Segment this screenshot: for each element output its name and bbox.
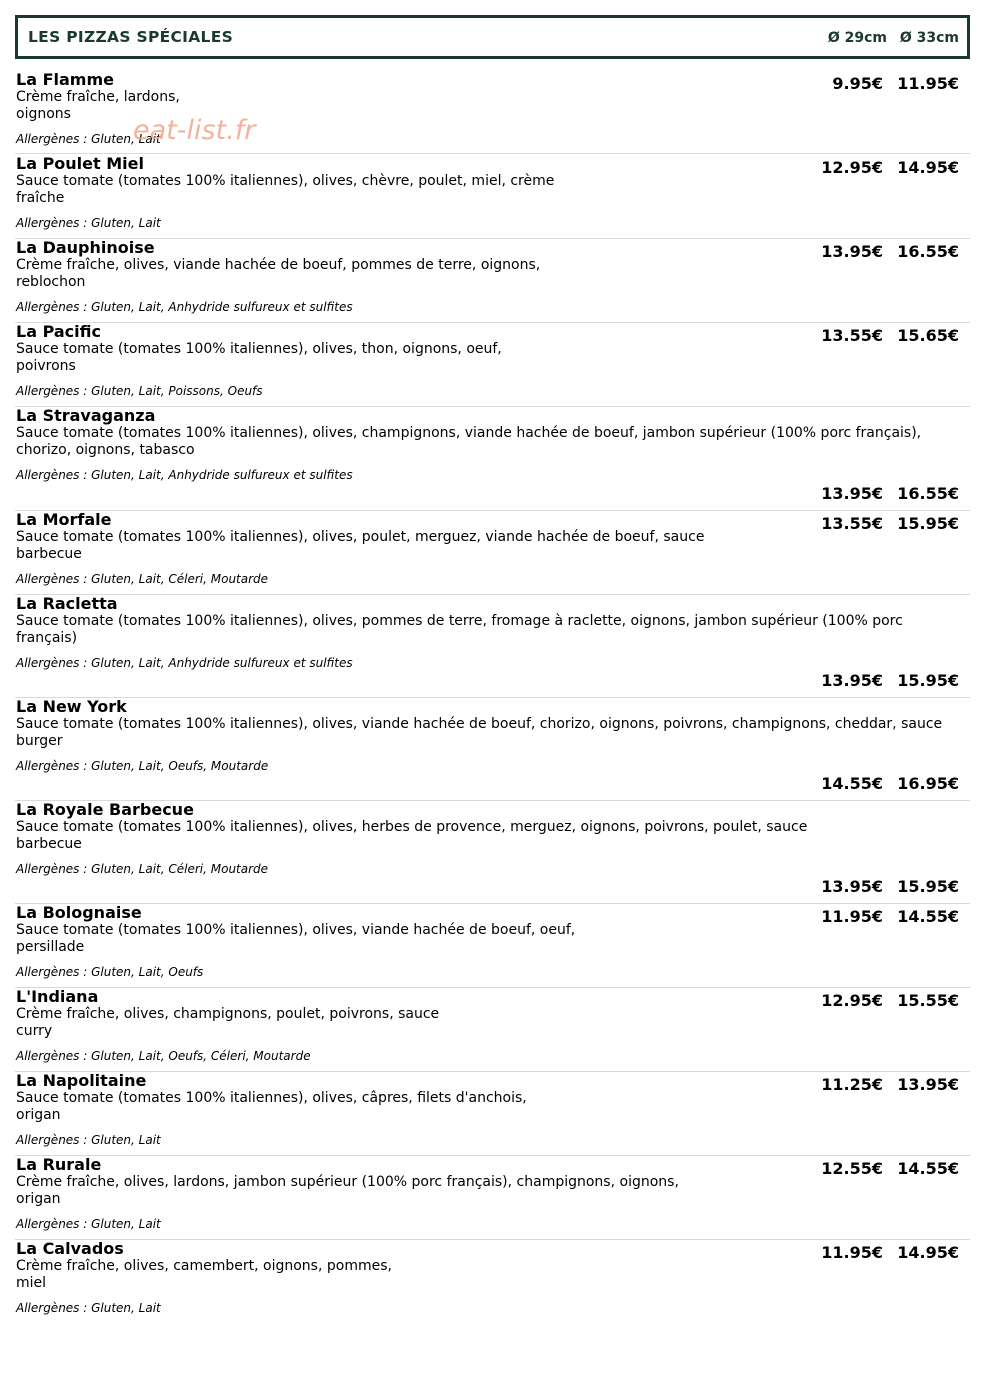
- menu-item: [15, 594, 970, 698]
- menu-item: [15, 697, 970, 801]
- pizza-allergens: Allergènes : Gluten, Lait: [16, 1301, 161, 1315]
- pizza-allergens: Allergènes : Gluten, Lait: [16, 1133, 161, 1147]
- pizza-allergens: Allergènes : Gluten, Lait, Céleri, Moutarde: [16, 862, 269, 876]
- pizza-description: Sauce tomate (tomates 100% italiennes), olives, pommes de terre, fromage à raclette, oignons, jambon supérieur (100% porc français): [16, 613, 903, 646]
- menu-item: [15, 1155, 970, 1240]
- pizza-description: Sauce tomate (tomates 100% italiennes), olives, thon, oignons, oeuf, poivrons: [16, 341, 502, 374]
- section-header: [15, 15, 970, 59]
- menu-item: [15, 1071, 970, 1156]
- menu-item: [15, 154, 970, 239]
- pizza-allergens: Allergènes : Gluten, Lait: [16, 1217, 161, 1231]
- pizza-name: La Racletta: [16, 594, 118, 613]
- price-33cm: 14.95€: [897, 1243, 959, 1262]
- price-29cm: 12.55€: [821, 1159, 883, 1178]
- menu-item: [15, 800, 970, 904]
- pizza-allergens: Allergènes : Gluten, Lait, Céleri, Moutarde: [16, 572, 269, 586]
- menu-item: [15, 322, 970, 407]
- price-33cm: 16.55€: [897, 484, 959, 503]
- pizza-description: Sauce tomate (tomates 100% italiennes), olives, champignons, viande hachée de boeuf, jambon supérieur (100% porc français), chorizo, oignons, tabasco: [16, 425, 922, 458]
- pizza-description: Sauce tomate (tomates 100% italiennes), olives, poulet, merguez, viande hachée de boeuf, sauce barbecue: [16, 529, 705, 562]
- price-33cm: 15.95€: [897, 514, 959, 533]
- pizza-description: Crème fraîche, lardons, oignons: [16, 89, 180, 122]
- price-29cm: 13.55€: [821, 326, 883, 345]
- price-29cm: 13.95€: [821, 877, 883, 896]
- price-29cm: 13.95€: [821, 671, 883, 690]
- price-33cm: 15.95€: [897, 671, 959, 690]
- pizza-name: La Pacific: [16, 322, 101, 341]
- section-title: LES PIZZAS SPÉCIALES: [28, 28, 234, 46]
- price-29cm: 11.95€: [821, 907, 883, 926]
- price-29cm: 13.55€: [821, 514, 883, 533]
- pizza-allergens: Allergènes : Gluten, Lait, Poissons, Oeufs: [16, 384, 263, 398]
- price-29cm: 11.25€: [821, 1075, 883, 1094]
- pizza-name: La New York: [16, 697, 127, 716]
- pizza-allergens: Allergènes : Gluten, Lait, Anhydride sulfureux et sulfites: [16, 656, 353, 670]
- price-29cm: 9.95€: [832, 74, 883, 93]
- price-29cm: 12.95€: [821, 158, 883, 177]
- menu-item: [15, 1239, 970, 1323]
- pizza-allergens: Allergènes : Gluten, Lait, Oeufs: [16, 965, 204, 979]
- price-33cm: 15.65€: [897, 326, 959, 345]
- price-33cm: 14.95€: [897, 158, 959, 177]
- pizza-name: La Rurale: [16, 1155, 102, 1174]
- pizza-description: Crème fraîche, olives, champignons, poulet, poivrons, sauce curry: [16, 1006, 440, 1039]
- pizza-name: La Stravaganza: [16, 406, 156, 425]
- pizza-allergens: Allergènes : Gluten, Lait, Anhydride sulfureux et sulfites: [16, 300, 353, 314]
- pizza-name: La Calvados: [16, 1239, 124, 1258]
- pizza-allergens: Allergènes : Gluten, Lait, Oeufs, Céleri, Moutarde: [16, 1049, 311, 1063]
- pizza-name: La Flamme: [16, 70, 114, 89]
- price-33cm: 14.55€: [897, 1159, 959, 1178]
- price-33cm: 15.55€: [897, 991, 959, 1010]
- pizza-allergens: Allergènes : Gluten, Lait: [16, 132, 161, 146]
- pizza-description: Sauce tomate (tomates 100% italiennes), olives, viande hachée de boeuf, oeuf, persillade: [16, 922, 576, 955]
- price-33cm: 14.55€: [897, 907, 959, 926]
- pizza-name: La Morfale: [16, 510, 112, 529]
- pizza-name: La Poulet Miel: [16, 154, 144, 173]
- pizza-allergens: Allergènes : Gluten, Lait, Anhydride sulfureux et sulfites: [16, 468, 353, 482]
- menu-item: [15, 238, 970, 323]
- menu-item: [15, 987, 970, 1072]
- pizza-description: Crème fraîche, olives, viande hachée de boeuf, pommes de terre, oignons, reblochon: [16, 257, 541, 290]
- watermark: eat-list.fr: [133, 115, 256, 146]
- pizza-description: Crème fraîche, olives, lardons, jambon supérieur (100% porc français), champignons, oignons, origan: [16, 1174, 679, 1207]
- price-29cm: 11.95€: [821, 1243, 883, 1262]
- size-label-29cm: Ø 29cm: [827, 30, 887, 46]
- price-33cm: 15.95€: [897, 877, 959, 896]
- menu-item: [15, 510, 970, 595]
- price-33cm: 16.55€: [897, 242, 959, 261]
- pizza-description: Sauce tomate (tomates 100% italiennes), olives, viande hachée de boeuf, chorizo, oignons, poivrons, champignons, cheddar, sauce burger: [16, 716, 943, 749]
- pizza-name: La Dauphinoise: [16, 238, 155, 257]
- pizza-allergens: Allergènes : Gluten, Lait: [16, 216, 161, 230]
- pizza-allergens: Allergènes : Gluten, Lait, Oeufs, Moutarde: [16, 759, 269, 773]
- pizza-name: La Napolitaine: [16, 1071, 147, 1090]
- price-33cm: 11.95€: [897, 74, 959, 93]
- pizza-name: La Bolognaise: [16, 903, 142, 922]
- price-29cm: 13.95€: [821, 484, 883, 503]
- price-29cm: 13.95€: [821, 242, 883, 261]
- price-29cm: 14.55€: [821, 774, 883, 793]
- pizza-description: Crème fraîche, olives, camembert, oignons, pommes, miel: [16, 1258, 392, 1291]
- menu-item: [15, 903, 970, 988]
- pizza-name: La Royale Barbecue: [16, 800, 194, 819]
- price-33cm: 13.95€: [897, 1075, 959, 1094]
- size-label-33cm: Ø 33cm: [899, 30, 959, 46]
- pizza-name: L'Indiana: [16, 987, 99, 1006]
- price-33cm: 16.95€: [897, 774, 959, 793]
- price-29cm: 12.95€: [821, 991, 883, 1010]
- menu-item: [15, 406, 970, 511]
- pizza-description: Sauce tomate (tomates 100% italiennes), olives, chèvre, poulet, miel, crème fraîche: [16, 173, 555, 206]
- pizza-description: Sauce tomate (tomates 100% italiennes), olives, câpres, filets d'anchois, origan: [16, 1090, 527, 1123]
- pizza-description: Sauce tomate (tomates 100% italiennes), olives, herbes de provence, merguez, oignons, poivrons, poulet, sauce barbecue: [16, 819, 808, 852]
